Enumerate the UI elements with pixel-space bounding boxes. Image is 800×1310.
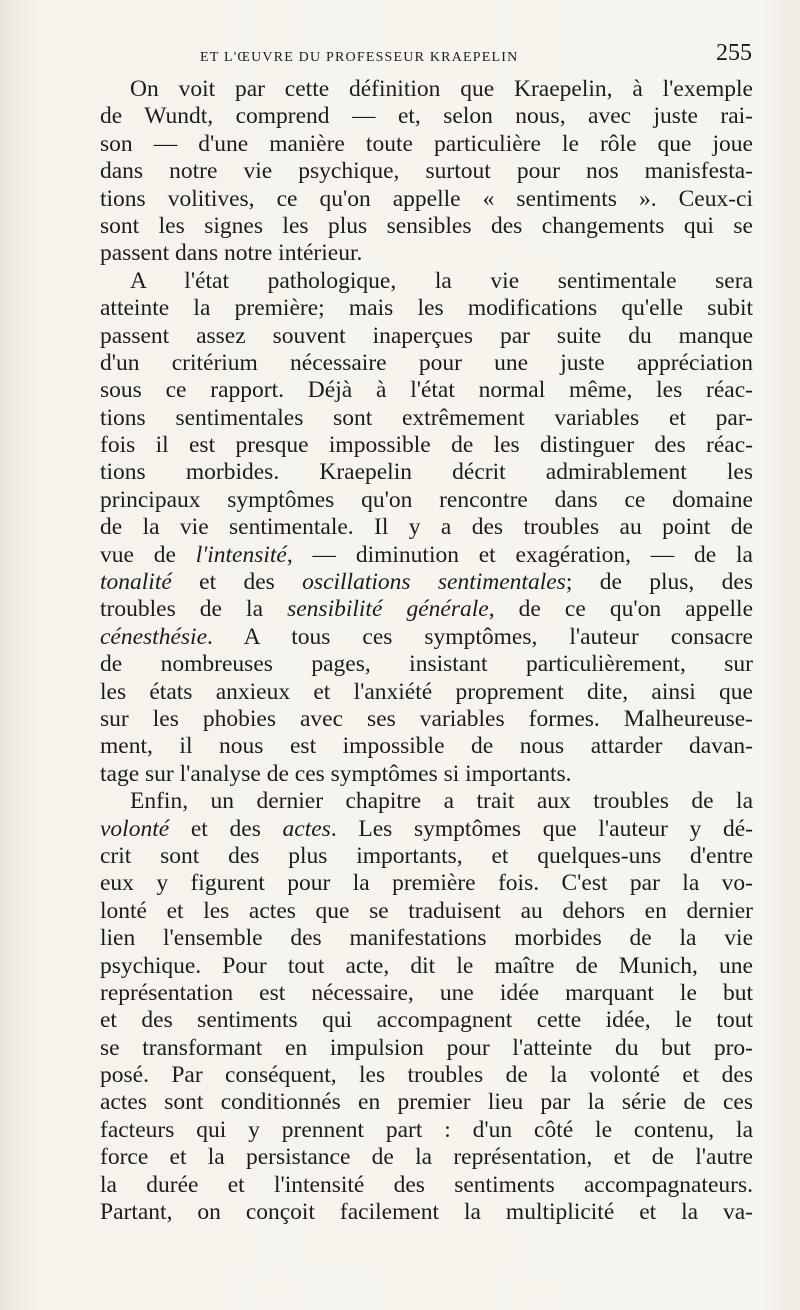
text-line: atteinte la première; mais les modifications qu'elle subit bbox=[100, 295, 753, 322]
text-line: d'un critérium nécessaire pour une juste appréciation bbox=[100, 349, 753, 376]
text-line: passent dans notre intérieur. bbox=[100, 240, 363, 267]
text-line: tions volitives, ce qu'on appelle « sentiments ». Ceux-ci bbox=[100, 185, 753, 212]
text-line: principaux symptômes qu'on rencontre dans ce domaine bbox=[100, 486, 753, 513]
text-line: représentation est nécessaire, une idée marquant le but bbox=[100, 979, 753, 1006]
text-line: fois il est presque impossible de les distinguer des réac- bbox=[100, 432, 753, 459]
italic-term: volonté bbox=[100, 815, 170, 842]
text-line: passent assez souvent inaperçues par suite du manque bbox=[100, 322, 753, 349]
text-line: cénesthésie. A tous ces symptômes, l'auteur consacre bbox=[100, 623, 753, 650]
text-line: lonté et les actes que se traduisent au dehors en dernier bbox=[100, 897, 753, 924]
text-line: la durée et l'intensité des sentiments accompagnateurs. bbox=[100, 1171, 753, 1198]
text-line: eux y figurent pour la première fois. C'est par la vo- bbox=[100, 870, 753, 897]
text-line: vue de l'intensité, — diminution et exagération, — de la bbox=[100, 541, 753, 568]
italic-term: oscillations sentimentales bbox=[302, 569, 566, 596]
body-text bbox=[100, 76, 753, 1226]
text-line: tions sentimentales sont extrêmement variables et par- bbox=[100, 404, 753, 431]
text-line: de nombreuses pages, insistant particulièrement, sur bbox=[100, 651, 753, 678]
italic-term: actes bbox=[282, 815, 331, 842]
text-line: volonté et des actes. Les symptômes que l'auteur y dé- bbox=[100, 815, 753, 842]
text-line: se transformant en impulsion pour l'atteinte du but pro- bbox=[100, 1034, 753, 1061]
text-line: lien l'ensemble des manifestations morbides de la vie bbox=[100, 925, 753, 952]
text-line: A l'état pathologique, la vie sentimentale sera bbox=[130, 267, 753, 294]
text-line: force et la persistance de la représentation, et de l'autre bbox=[100, 1144, 753, 1171]
text-line: tions morbides. Kraepelin décrit admirablement les bbox=[100, 459, 753, 486]
italic-term: cénesthésie bbox=[100, 623, 208, 650]
text-line: Enfin, un dernier chapitre a trait aux troubles de la bbox=[130, 788, 753, 815]
text-line: facteurs qui y prennent part : d'un côté le contenu, la bbox=[100, 1116, 753, 1143]
text-line: ment, il nous est impossible de nous attarder davan- bbox=[100, 733, 753, 760]
page-number: 255 bbox=[716, 40, 752, 66]
text-line: sont les signes les plus sensibles des changements qui se bbox=[100, 212, 753, 239]
italic-term: tonalité bbox=[100, 569, 172, 596]
text-line: les états anxieux et l'anxiété proprement dite, ainsi que bbox=[100, 678, 753, 705]
text-line: On voit par cette définition que Kraepelin, à l'exemple bbox=[130, 76, 753, 102]
text-line: Partant, on conçoit facilement la multiplicité et la va- bbox=[100, 1199, 753, 1226]
text-line: son — d'une manière toute particulière le rôle que joue bbox=[100, 130, 753, 157]
text-line: tonalité et des oscillations sentimentales; de plus, des bbox=[100, 569, 753, 596]
text-line: troubles de la sensibilité générale, de ce qu'on appelle bbox=[100, 596, 753, 623]
text-line: crit sont des plus importants, et quelques-uns d'entre bbox=[100, 842, 753, 869]
text-line: actes sont conditionnés en premier lieu par la série de ces bbox=[100, 1089, 753, 1116]
text-line: sous ce rapport. Déjà à l'état normal même, les réac- bbox=[100, 377, 753, 404]
text-line: de la vie sentimentale. Il y a des troubles au point de bbox=[100, 514, 753, 541]
text-line: sur les phobies avec ses variables formes. Malheureuse- bbox=[100, 705, 753, 732]
italic-term: l'intensité bbox=[195, 541, 287, 568]
text-line: de Wundt, comprend — et, selon nous, avec juste rai- bbox=[100, 103, 753, 130]
text-line: dans notre vie psychique, surtout pour nos manisfesta- bbox=[100, 158, 753, 185]
text-line: posé. Par conséquent, les troubles de la volonté et des bbox=[100, 1062, 753, 1089]
italic-term: sensibilité générale bbox=[287, 596, 489, 623]
running-head-title: ET L'ŒUVRE DU PROFESSEUR KRAEPELIN bbox=[200, 50, 519, 65]
text-line: psychique. Pour tout acte, dit le maître de Munich, une bbox=[100, 952, 753, 979]
running-head bbox=[100, 40, 760, 74]
text-line: tage sur l'analyse de ces symptômes si importants. bbox=[100, 760, 572, 787]
text-line: et des sentiments qui accompagnent cette idée, le tout bbox=[100, 1007, 753, 1034]
